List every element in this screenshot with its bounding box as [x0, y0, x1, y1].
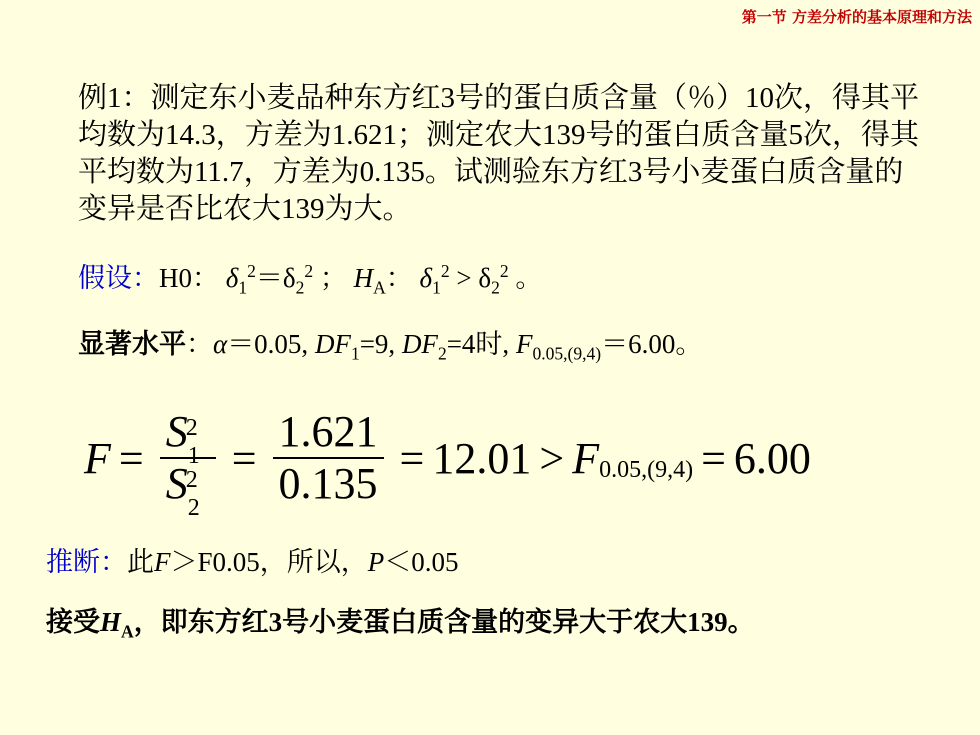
significance-line: 显著水平：α＝0.05, $DF_1=9$, $DF_2=4$时, $F_{0.05,(9,4)}=6.00$。 — [78, 329, 703, 364]
problem-statement: 例1：测定东小麦品种东方红3号的蛋白质含量（％）10次，得其平均数为14.3，方差为1.621；测定农大139号的蛋白质含量5次，得其平均数为11.7，方差为0.135。试测验东方红3号小麦蛋白质含量的变异是否比农大139为大。 — [78, 82, 920, 225]
variance-ratio-fraction: S 2 1 S 2 2 — [160, 407, 216, 509]
f-test-formula: F = S 2 1 S 2 2 = $\frac{1.621}{0.135}$ = 12.01 > F 0.05,(9,4) = 6.00 — [84, 407, 811, 521]
significance-label: 显著水平 — [78, 329, 186, 359]
numeric-fraction: $\frac{1.621}{0.135}$ — [273, 407, 384, 509]
inference-line: 推断：此F＞F0.05，所以，P＜0.05 — [46, 547, 459, 577]
inference-label: 推断 — [46, 547, 100, 577]
slide-header: 第一节 方差分析的基本原理和方法 — [741, 8, 972, 26]
hypothesis-line: 假设：H0： $\delta_1^2=\delta_2^2$ ； $H_A$： $\delta_1^2 > \delta_2^2$ 。 — [78, 261, 543, 298]
critical-value: 6.00 — [733, 433, 811, 483]
hypothesis-label: 假设 — [78, 263, 132, 293]
f-value: 12.01 — [432, 433, 532, 483]
conclusion-line: 接受$H_A$，即东方红3号小麦蛋白质含量的变异大于农大139。 — [46, 607, 755, 642]
h0-label: H0： — [159, 263, 219, 293]
ha-label: H — [353, 263, 374, 293]
